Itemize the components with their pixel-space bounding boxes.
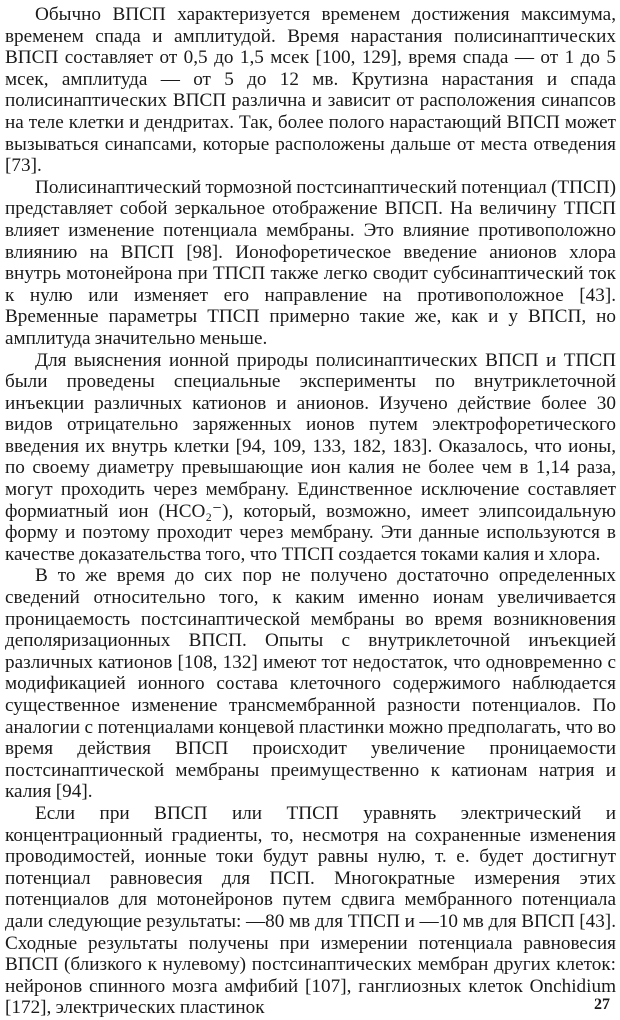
paragraph-ionic-nature: Для выяснения ионной природы полисинаптических ВПСП и ТПСП были проведены специальные эксперименты по внутриклеточной инъекции различных катионов и анионов. Изучено действие более 30 видов отрицательно заряженных ионов путем электрофоретического введения их внутрь клетки [94, 109, 133, 182, 183]. Оказалось, что ионы, по своему диаметру превышающие ион калия не более чем в 1,14 раза, могут проходить через мембрану. Единственное исключение составляет формиатный ион (НСО₂⁻), который, возможно, имеет элипсоидальную форму и поэтому проходит через мембрану. Эти данные используются в качестве доказательства того, что ТПСП создается токами калия и хлора. [5,349,616,565]
page-number: 27 [594,996,610,1013]
paragraph-equilibrium-potential: Если при ВПСП или ТПСП уравнять электрический и концентрационный градиенты, то, несмотря на сохраненные изменения проводимостей, ионные токи будут равны нулю, т. е. будет достигнут потенциал равновесия для ПСП. Многократные измерения этих потенциалов для мотонейронов путем сдвига мембранного потенциала дали следующие результаты: —80 мв для ТПСП и —10 мв для ВПСП [43]. Сходные результаты получены при измерении потенциала равновесия ВПСП (близкого к нулевому) постсинаптических мембран других клеток: нейронов спинного мозга амфибий [107], ганглиозных клеток Onchidium [172], электрических пластинок [5,802,616,1019]
paragraph-epsp-timing: Обычно ВПСП характеризуется временем достижения максимума, временем спада и амплитудой. Время нарастания полисинаптических ВПСП составляет от 0,5 до 1,5 мсек [100, 129], время спада — от 1 до 5 мсек, амплитуда — от 5 до 12 мв. Крутизна нарастания и спада полисинаптических ВПСП различна и зависит от расположения синапсов на теле клетки и дендритах. Так, более полого нарастающий ВПСП может вызываться синапсами, которые расположены дальше от места отведения [73]. [5,4,616,177]
paragraph-ipsp: Полисинаптический тормозной постсинаптический потенциал (ТПСП) представляет собой зеркальное отображение ВПСП. На величину ТПСП влияет изменение потенциала мембраны. Это влияние противоположно влиянию на ВПСП [98]. Ионофоретическое введение анионов хлора внутрь мотонейрона при ТПСП также легко сводит субсинаптический ток к нулю или изменяет его направление на противоположное [43]. Временные параметры ТПСП примерно такие же, как и у ВПСП, но амплитуда значительно меньше. [5,176,616,349]
paragraph-membrane-permeability: В то же время до сих пор не получено достаточно определенных сведений относительно того, к каким именно ионам увеличивается проницаемость постсинаптической мембраны во время возникновения деполяризационных ВПСП. Опыты с внутриклеточной инъекцией различных катионов [108, 132] имеют тот недостаток, что одновременно с модификацией ионного состава клеточного содержимого наблюдается существенное изменение трансмембранной разности потенциалов. По аналогии с потенциалами концевой пластинки можно предполагать, что во время действия ВПСП происходит увеличение проницаемости постсинаптической мембраны преимущественно к катионам натрия и калия [94]. [5,565,616,803]
